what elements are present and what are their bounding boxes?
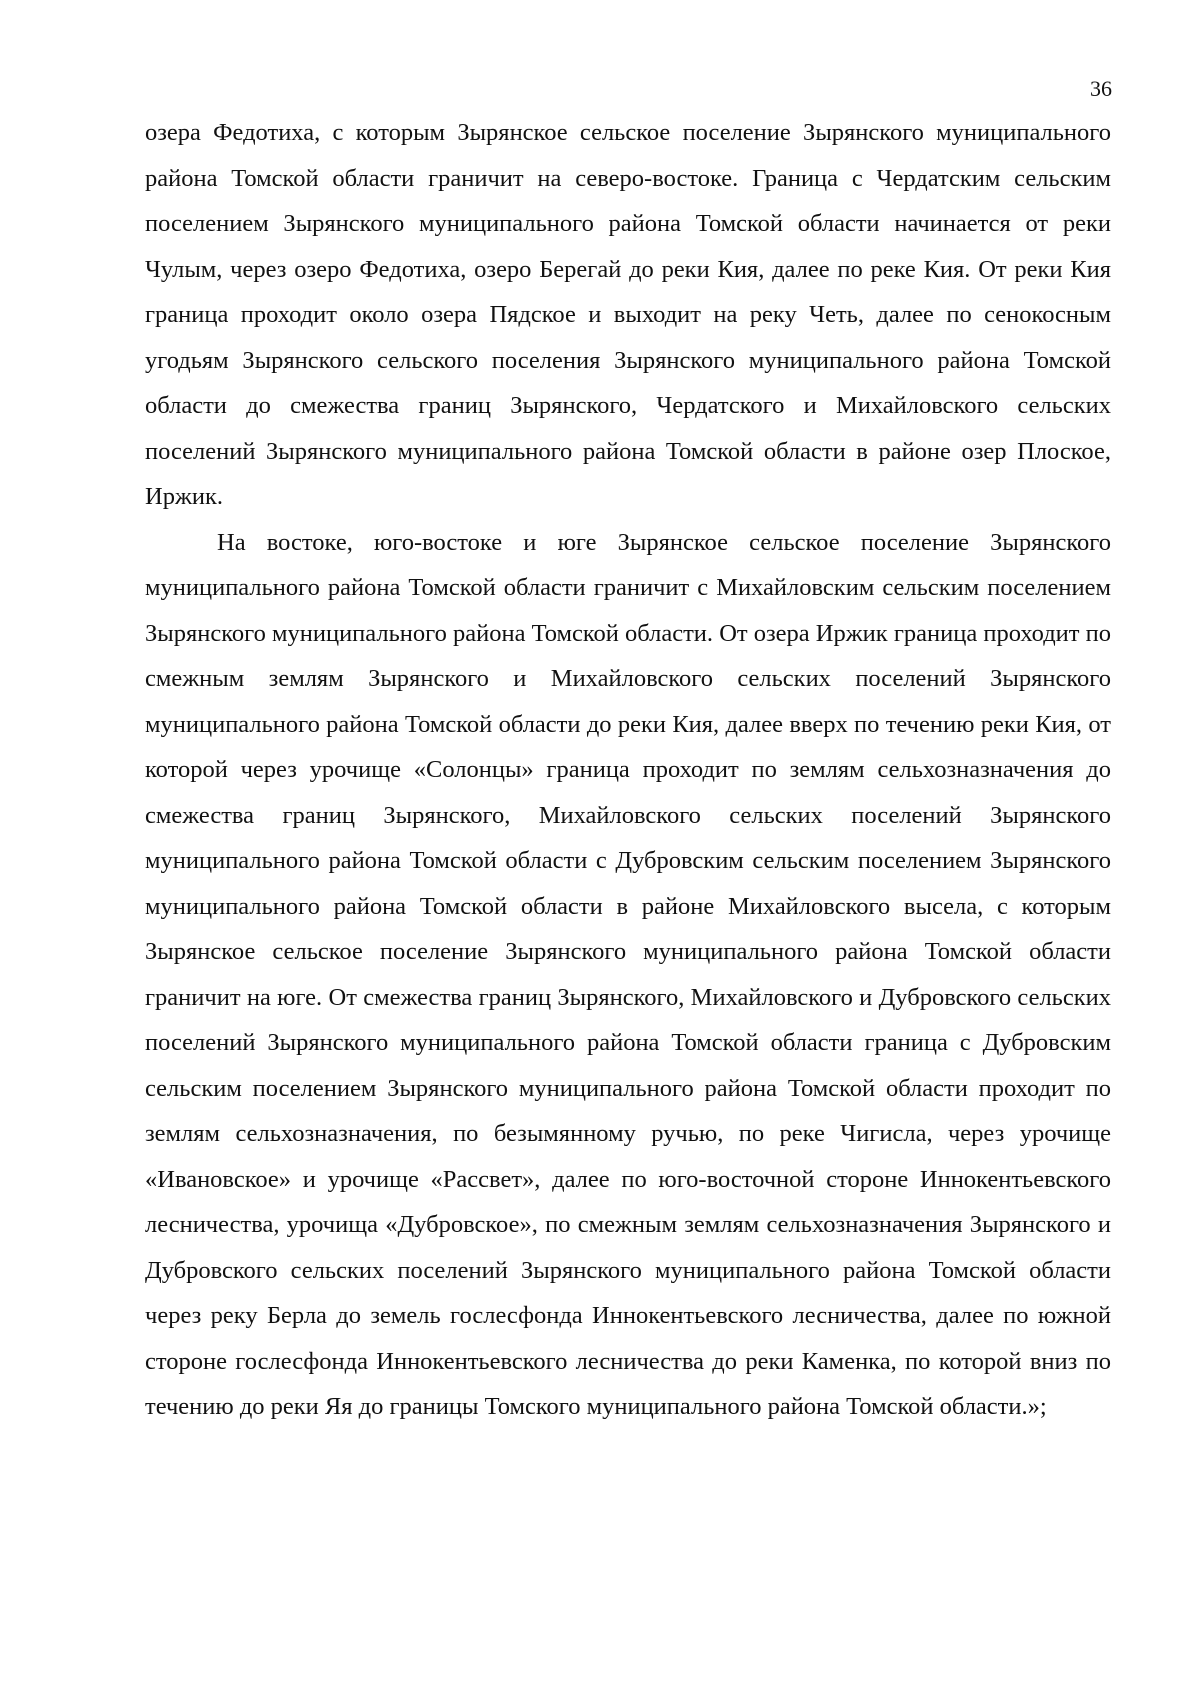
document-body bbox=[145, 110, 1111, 1430]
paragraph-boundary-northeast: озера Федотиха, с которым Зырянское сельское поселение Зырянского муниципального района Томской области граничит на северо-востоке. Граница с Чердатским сельским поселением Зырянского муниципального района Томской области начинается от реки Чулым, через озеро Федотиха, озеро Берегай до реки Кия, далее по реке Кия. От реки Кия граница проходит около озера Пядское и выходит на реку Четь, далее по сенокосным угодьям Зырянского сельского поселения Зырянского муниципального района Томской области до смежества границ Зырянского, Чердатского и Михайловского сельских поселений Зырянского муниципального района Томской области в районе озер Плоское, Иржик. bbox=[145, 119, 1111, 510]
paragraph-boundary-east-south: На востоке, юго-востоке и юге Зырянское сельское поселение Зырянского муниципального района Томской области граничит с Михайловским сельским поселением Зырянского муниципального района Томской области. От озера Иржик граница проходит по смежным землям Зырянского и Михайловского сельских поселений Зырянского муниципального района Томской области до реки Кия, далее вверх по течению реки Кия, от которой через урочище «Солонцы» граница проходит по землям сельхозназначения до смежества границ Зырянского, Михайловского сельских поселений Зырянского муниципального района Томской области с Дубровским сельским поселением Зырянского муниципального района Томской области в районе Михайловского высела, с которым Зырянское сельское поселение Зырянского муниципального района Томской области граничит на юге. От смежества границ Зырянского, Михайловского и Дубровского сельских поселений Зырянского муниципального района Томской области граница с Дубровским сельским поселением Зырянского муниципального района Томской области проходит по землям сельхозназначения, по безымянному ручью, по реке Чигисла, через урочище «Ивановское» и урочище «Рассвет», далее по юго-восточной стороне Иннокентьевского лесничества, урочища «Дубровское», по смежным землям сельхозназначения Зырянского и Дубровского сельских поселений Зырянского муниципального района Томской области через реку Берла до земель гослесфонда Иннокентьевского лесничества, далее по южной стороне гослесфонда Иннокентьевского лесничества до реки Каменка, по которой вниз по течению до реки Яя до границы Томского муниципального района Томской области.»; bbox=[145, 528, 1111, 1420]
page-number: 36 bbox=[1090, 76, 1112, 101]
